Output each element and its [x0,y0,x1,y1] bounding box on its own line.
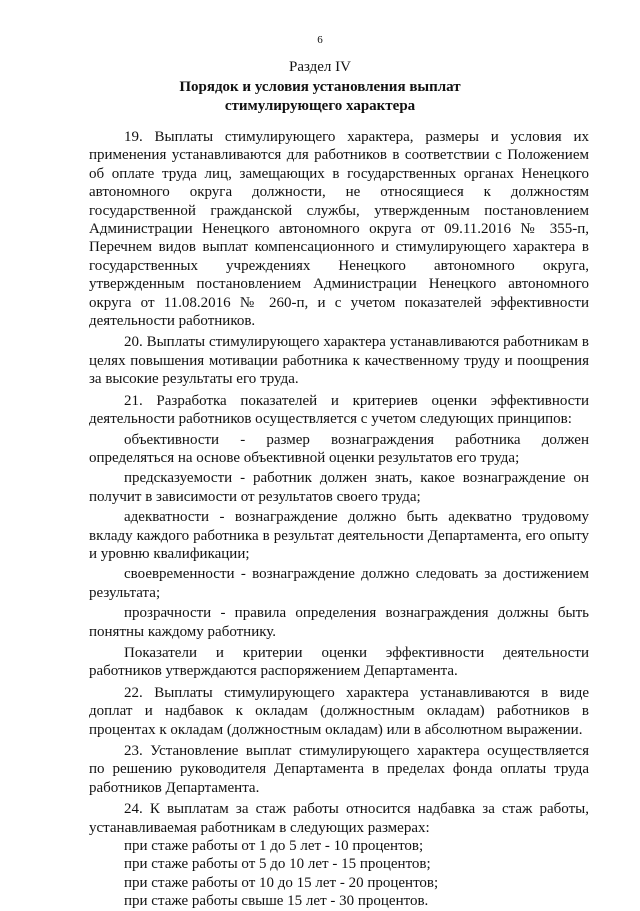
paragraph-21: 21. Разработка показателей и критериев оценки эффективности деятельности работников осуществляется с учетом следующих принципов: [89,392,589,428]
indicators-paragraph: Показатели и критерии оценки эффективности деятельности работников утверждаются распоряжением Департамента. [89,644,589,680]
seniority-item: при стаже работы от 1 до 5 лет - 10 процентов; [124,838,424,855]
paragraph-19: 19. Выплаты стимулирующего характера, размеры и условия их применения устанавливаются для работников в соответствии с Положением об оплате труда лиц, замещающих в государственных органах Ненецкого автономного округа должности, не относящиеся к должностям государственной гражданской службы, утвержденным постановлением Администрации Ненецкого автономного округа от 09.11.2016 № 355-п, Перечнем видов выплат компенсационного и стимулирующего характера в государственных учреждениях Ненецкого автономного округа, утвержденным постановлением Администрации Ненецкого автономного округа от 11.08.2016 № 260-п, и с учетом показателей эффективности деятельности работников. [89,129,589,330]
section-title [0,78,640,115]
paragraph-20: 20. Выплаты стимулирующего характера устанавливаются работникам в целях повышения мотивации работника к качественному труду и поощрения за высокие результаты его труда. [89,334,589,388]
principle-timeliness: своевременности - вознаграждение должно следовать за достижением результата; [89,566,589,601]
section-heading: Раздел IV [288,59,351,75]
seniority-list [89,837,589,911]
section-title-line-1: Порядок и условия установления выплат [179,79,461,95]
principle-objectivity: объективности - размер вознаграждения работника должен определяться на основе объективной оценки результатов его труда; [89,431,589,466]
principle-predictability: предсказуемости - работник должен знать, какое вознаграждение он получит в зависимости от результатов своего труда; [89,470,589,505]
paragraph-24: 24. К выплатам за стаж работы относится надбавка за стаж работы, устанавливаемая работникам в следующих размерах: [89,801,589,836]
paragraph-22: 22. Выплаты стимулирующего характера устанавливаются в виде доплат и надбавок к окладам (должностным окладам) работников в процентах к окладам (должностным окладам) или в абсолютном выражении. [89,684,589,738]
seniority-item: при стаже работы от 5 до 10 лет - 15 процентов; [124,856,431,873]
principle-transparency: прозрачности - правила определения вознаграждения должны быть понятны каждому работнику. [89,605,589,640]
page-number: 6 [317,34,323,46]
seniority-item: при стаже работы от 10 до 15 лет - 20 процентов; [124,874,439,891]
seniority-item: при стаже работы свыше 15 лет - 30 процентов. [124,893,429,910]
paragraph-23: 23. Установление выплат стимулирующего характера осуществляется по решению руководителя Департамента в пределах фонда оплаты труда работников Департамента. [89,743,589,796]
principle-adequacy: адекватности - вознаграждение должно быть адекватно трудовому вкладу каждого работника в результат деятельности Департамента, его опыту и уровню квалификации; [89,509,589,562]
section-title-line-2: стимулирующего характера [224,97,416,114]
document-body [89,128,589,911]
